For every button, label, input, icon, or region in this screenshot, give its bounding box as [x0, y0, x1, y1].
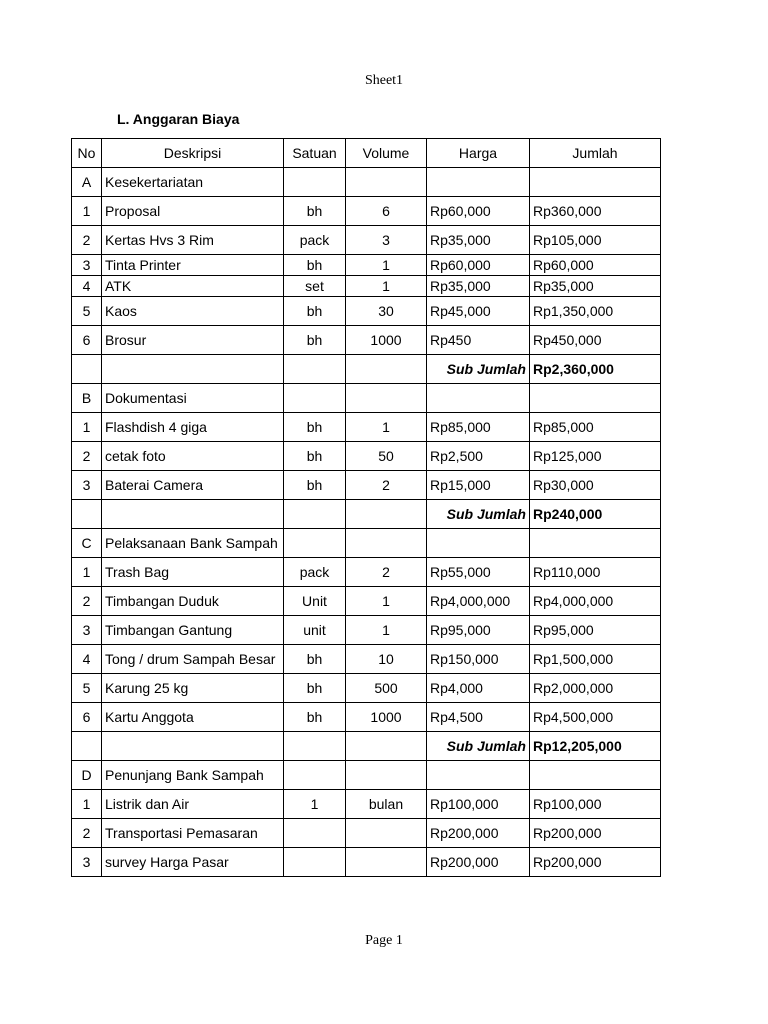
- cell-satuan: [284, 384, 346, 413]
- subtotal-value: Rp2,360,000: [530, 355, 661, 384]
- cell-volume: 3: [346, 226, 427, 255]
- cell-deskripsi: Penunjang Bank Sampah: [102, 761, 284, 790]
- cell-no: C: [72, 529, 102, 558]
- table-row: [72, 616, 661, 645]
- cell-satuan: [284, 761, 346, 790]
- cell-harga: Rp4,500: [427, 703, 530, 732]
- table-row: [72, 297, 661, 326]
- cell-jumlah: Rp125,000: [530, 442, 661, 471]
- cell-deskripsi: Tinta Printer: [102, 255, 284, 276]
- cell-no: [72, 500, 102, 529]
- cell-deskripsi: Trash Bag: [102, 558, 284, 587]
- cell-volume: 10: [346, 645, 427, 674]
- cell-no: 3: [72, 471, 102, 500]
- cell-deskripsi: Pelaksanaan Bank Sampah: [102, 529, 284, 558]
- cell-no: 2: [72, 226, 102, 255]
- cell-no: [72, 355, 102, 384]
- cell-no: 2: [72, 819, 102, 848]
- cell-harga: Rp15,000: [427, 471, 530, 500]
- cell-satuan: bh: [284, 413, 346, 442]
- cell-harga: Rp100,000: [427, 790, 530, 819]
- subtotal-row: [72, 732, 661, 761]
- table-row: [72, 442, 661, 471]
- cell-volume: 1: [346, 276, 427, 297]
- cell-volume: [346, 732, 427, 761]
- cell-satuan: Unit: [284, 587, 346, 616]
- table-row: [72, 848, 661, 877]
- sheet-title: Sheet1: [364, 73, 404, 88]
- table-row: [72, 790, 661, 819]
- column-header-volume: Volume: [346, 139, 427, 168]
- subtotal-row: [72, 500, 661, 529]
- cell-volume: 1000: [346, 326, 427, 355]
- cell-harga: [427, 529, 530, 558]
- subtotal-label: Sub Jumlah: [427, 355, 530, 384]
- cell-satuan: pack: [284, 226, 346, 255]
- cell-no: 2: [72, 587, 102, 616]
- cell-volume: 500: [346, 674, 427, 703]
- cell-volume: 1: [346, 413, 427, 442]
- cell-no: 5: [72, 297, 102, 326]
- cell-deskripsi: ATK: [102, 276, 284, 297]
- cell-deskripsi: Tong / drum Sampah Besar: [102, 645, 284, 674]
- cell-volume: bulan: [346, 790, 427, 819]
- cell-satuan: unit: [284, 616, 346, 645]
- cell-volume: [346, 848, 427, 877]
- cell-volume: [346, 819, 427, 848]
- cell-jumlah: Rp1,500,000: [530, 645, 661, 674]
- cell-satuan: bh: [284, 442, 346, 471]
- table-header-row: [72, 139, 661, 168]
- column-header-jumlah: Jumlah: [530, 139, 661, 168]
- cell-volume: 50: [346, 442, 427, 471]
- table-row: [72, 197, 661, 226]
- cell-deskripsi: Dokumentasi: [102, 384, 284, 413]
- cell-deskripsi: Timbangan Gantung: [102, 616, 284, 645]
- group-header-row: [72, 168, 661, 197]
- cell-satuan: [284, 529, 346, 558]
- table-row: [72, 326, 661, 355]
- cell-satuan: set: [284, 276, 346, 297]
- cell-no: 4: [72, 276, 102, 297]
- cell-harga: Rp60,000: [427, 197, 530, 226]
- cell-harga: Rp60,000: [427, 255, 530, 276]
- cell-jumlah: Rp450,000: [530, 326, 661, 355]
- cell-volume: 1: [346, 587, 427, 616]
- table-row: [72, 276, 661, 297]
- subtotal-value: Rp12,205,000: [530, 732, 661, 761]
- cell-volume: 1: [346, 255, 427, 276]
- cell-harga: [427, 384, 530, 413]
- cell-volume: 1: [346, 616, 427, 645]
- cell-jumlah: Rp30,000: [530, 471, 661, 500]
- cell-satuan: bh: [284, 471, 346, 500]
- table-row: [72, 255, 661, 276]
- table-row: [72, 413, 661, 442]
- cell-deskripsi: Kaos: [102, 297, 284, 326]
- cell-satuan: bh: [284, 197, 346, 226]
- cell-harga: Rp4,000,000: [427, 587, 530, 616]
- cell-satuan: [284, 848, 346, 877]
- cell-satuan: bh: [284, 297, 346, 326]
- cell-jumlah: [530, 529, 661, 558]
- cell-volume: [346, 168, 427, 197]
- column-header-satuan: Satuan: [284, 139, 346, 168]
- cell-deskripsi: Proposal: [102, 197, 284, 226]
- cell-harga: [427, 761, 530, 790]
- cell-jumlah: Rp360,000: [530, 197, 661, 226]
- cell-deskripsi: cetak foto: [102, 442, 284, 471]
- cell-jumlah: Rp200,000: [530, 848, 661, 877]
- cell-no: 6: [72, 326, 102, 355]
- cell-satuan: bh: [284, 674, 346, 703]
- section-title: L. Anggaran Biaya: [117, 111, 240, 127]
- cell-deskripsi: Transportasi Pemasaran: [102, 819, 284, 848]
- cell-no: D: [72, 761, 102, 790]
- page-footer: Page 1: [365, 933, 403, 948]
- cell-harga: Rp95,000: [427, 616, 530, 645]
- cell-no: 6: [72, 703, 102, 732]
- cell-volume: 6: [346, 197, 427, 226]
- budget-table-body: [72, 168, 661, 877]
- subtotal-label: Sub Jumlah: [427, 732, 530, 761]
- cell-satuan: pack: [284, 558, 346, 587]
- cell-satuan: [284, 819, 346, 848]
- table-row: [72, 819, 661, 848]
- cell-deskripsi: Flashdish 4 giga: [102, 413, 284, 442]
- table-row: [72, 558, 661, 587]
- group-header-row: [72, 384, 661, 413]
- cell-jumlah: Rp105,000: [530, 226, 661, 255]
- cell-jumlah: Rp4,500,000: [530, 703, 661, 732]
- cell-jumlah: [530, 384, 661, 413]
- cell-no: 1: [72, 790, 102, 819]
- cell-no: 1: [72, 413, 102, 442]
- cell-satuan: 1: [284, 790, 346, 819]
- cell-harga: Rp150,000: [427, 645, 530, 674]
- cell-harga: Rp45,000: [427, 297, 530, 326]
- cell-jumlah: Rp85,000: [530, 413, 661, 442]
- cell-jumlah: Rp200,000: [530, 819, 661, 848]
- cell-harga: Rp35,000: [427, 226, 530, 255]
- table-row: [72, 226, 661, 255]
- cell-jumlah: Rp1,350,000: [530, 297, 661, 326]
- cell-no: 4: [72, 645, 102, 674]
- table-row: [72, 674, 661, 703]
- budget-table: [71, 138, 661, 877]
- cell-harga: Rp450: [427, 326, 530, 355]
- cell-harga: Rp35,000: [427, 276, 530, 297]
- cell-volume: 30: [346, 297, 427, 326]
- cell-satuan: [284, 168, 346, 197]
- cell-jumlah: Rp110,000: [530, 558, 661, 587]
- cell-no: 3: [72, 255, 102, 276]
- subtotal-label: Sub Jumlah: [427, 500, 530, 529]
- table-row: [72, 587, 661, 616]
- cell-no: 2: [72, 442, 102, 471]
- cell-no: 1: [72, 558, 102, 587]
- cell-harga: Rp55,000: [427, 558, 530, 587]
- cell-satuan: [284, 732, 346, 761]
- cell-volume: [346, 355, 427, 384]
- cell-deskripsi: Baterai Camera: [102, 471, 284, 500]
- cell-harga: [427, 168, 530, 197]
- cell-jumlah: [530, 168, 661, 197]
- column-header-deskripsi: Deskripsi: [102, 139, 284, 168]
- group-header-row: [72, 529, 661, 558]
- cell-no: 1: [72, 197, 102, 226]
- cell-jumlah: Rp95,000: [530, 616, 661, 645]
- cell-deskripsi: Karung 25 kg: [102, 674, 284, 703]
- cell-deskripsi: Brosur: [102, 326, 284, 355]
- cell-jumlah: [530, 761, 661, 790]
- cell-jumlah: Rp100,000: [530, 790, 661, 819]
- column-header-no: No: [72, 139, 102, 168]
- cell-jumlah: Rp2,000,000: [530, 674, 661, 703]
- cell-satuan: bh: [284, 703, 346, 732]
- cell-deskripsi: [102, 500, 284, 529]
- cell-volume: 1000: [346, 703, 427, 732]
- cell-deskripsi: Kartu Anggota: [102, 703, 284, 732]
- cell-jumlah: Rp60,000: [530, 255, 661, 276]
- group-header-row: [72, 761, 661, 790]
- cell-harga: Rp85,000: [427, 413, 530, 442]
- cell-satuan: bh: [284, 645, 346, 674]
- cell-volume: [346, 500, 427, 529]
- cell-deskripsi: Kesekertariatan: [102, 168, 284, 197]
- cell-deskripsi: Kertas Hvs 3 Rim: [102, 226, 284, 255]
- subtotal-row: [72, 355, 661, 384]
- cell-volume: [346, 529, 427, 558]
- column-header-harga: Harga: [427, 139, 530, 168]
- cell-no: 3: [72, 616, 102, 645]
- table-row: [72, 703, 661, 732]
- cell-harga: Rp200,000: [427, 848, 530, 877]
- cell-no: 5: [72, 674, 102, 703]
- cell-volume: [346, 761, 427, 790]
- cell-harga: Rp2,500: [427, 442, 530, 471]
- cell-volume: [346, 384, 427, 413]
- cell-satuan: bh: [284, 255, 346, 276]
- cell-deskripsi: [102, 355, 284, 384]
- cell-satuan: [284, 355, 346, 384]
- cell-no: A: [72, 168, 102, 197]
- cell-volume: 2: [346, 558, 427, 587]
- table-row: [72, 645, 661, 674]
- cell-jumlah: Rp4,000,000: [530, 587, 661, 616]
- cell-deskripsi: [102, 732, 284, 761]
- cell-deskripsi: survey Harga Pasar: [102, 848, 284, 877]
- subtotal-value: Rp240,000: [530, 500, 661, 529]
- cell-no: B: [72, 384, 102, 413]
- cell-no: 3: [72, 848, 102, 877]
- cell-satuan: [284, 500, 346, 529]
- cell-harga: Rp200,000: [427, 819, 530, 848]
- cell-satuan: bh: [284, 326, 346, 355]
- cell-deskripsi: Timbangan Duduk: [102, 587, 284, 616]
- table-row: [72, 471, 661, 500]
- cell-jumlah: Rp35,000: [530, 276, 661, 297]
- cell-deskripsi: Listrik dan Air: [102, 790, 284, 819]
- cell-harga: Rp4,000: [427, 674, 530, 703]
- cell-volume: 2: [346, 471, 427, 500]
- cell-no: [72, 732, 102, 761]
